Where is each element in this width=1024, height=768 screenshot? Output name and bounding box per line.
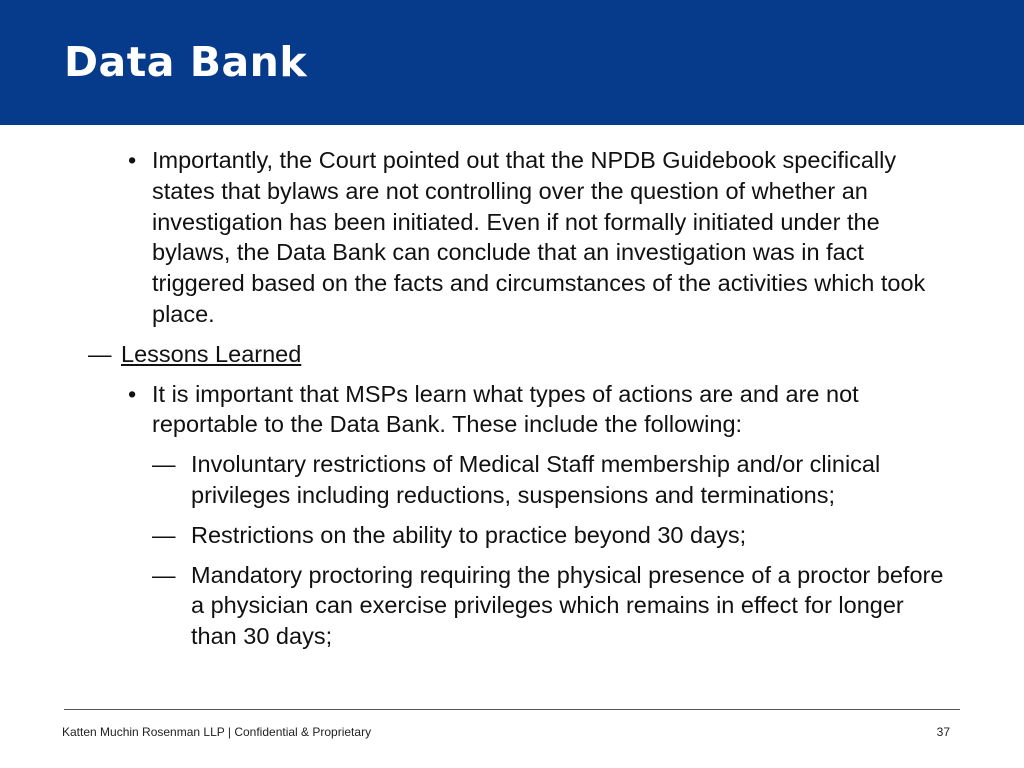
sub-item-text: Restrictions on the ability to practice beyond 30 days; xyxy=(191,521,747,548)
page-number: 37 xyxy=(936,725,950,739)
bullet-item xyxy=(0,379,942,441)
dash-marker: — xyxy=(152,561,176,588)
footer-firm-name: Katten Muchin Rosenman LLP | Confidential & Proprietary xyxy=(62,725,372,739)
section-item xyxy=(0,339,941,370)
footer-divider xyxy=(64,709,960,710)
sub-item-text: Involuntary restrictions of Medical Staff membership and/or clinical privileges including reductions, suspensions and terminations; xyxy=(191,451,881,508)
bullet-item xyxy=(0,145,942,330)
header-band xyxy=(0,0,1024,125)
bullet-text: Importantly, the Court pointed out that the NPDB Guidebook specifically states that bylaws are not controlling over the question of whether an investigation has been initiated. Even if not formally initiated under the bylaws, the Data Bank can conclude that an investigation was in fact triggered based on the facts and circumstances of the activities which took place. xyxy=(152,147,926,327)
sub-item xyxy=(0,560,951,652)
slide-body xyxy=(0,145,1024,652)
slide-title: Data Bank xyxy=(64,38,308,86)
dash-marker: — xyxy=(152,521,176,548)
sub-item xyxy=(0,449,951,511)
bullet-marker: • xyxy=(128,147,137,173)
sub-item-text: Mandatory proctoring requiring the physical presence of a proctor before a physician can exercise privileges which remains in effect for longer than 30 days; xyxy=(191,561,944,650)
sub-item xyxy=(0,520,951,551)
bullet-marker: • xyxy=(128,380,137,407)
dash-marker: — xyxy=(88,340,112,367)
dash-marker: — xyxy=(152,451,176,478)
section-heading: Lessons Learned xyxy=(121,340,302,367)
bullet-text: It is important that MSPs learn what types of actions are and are not reportable to the Data Bank. These include the following: xyxy=(152,380,859,438)
